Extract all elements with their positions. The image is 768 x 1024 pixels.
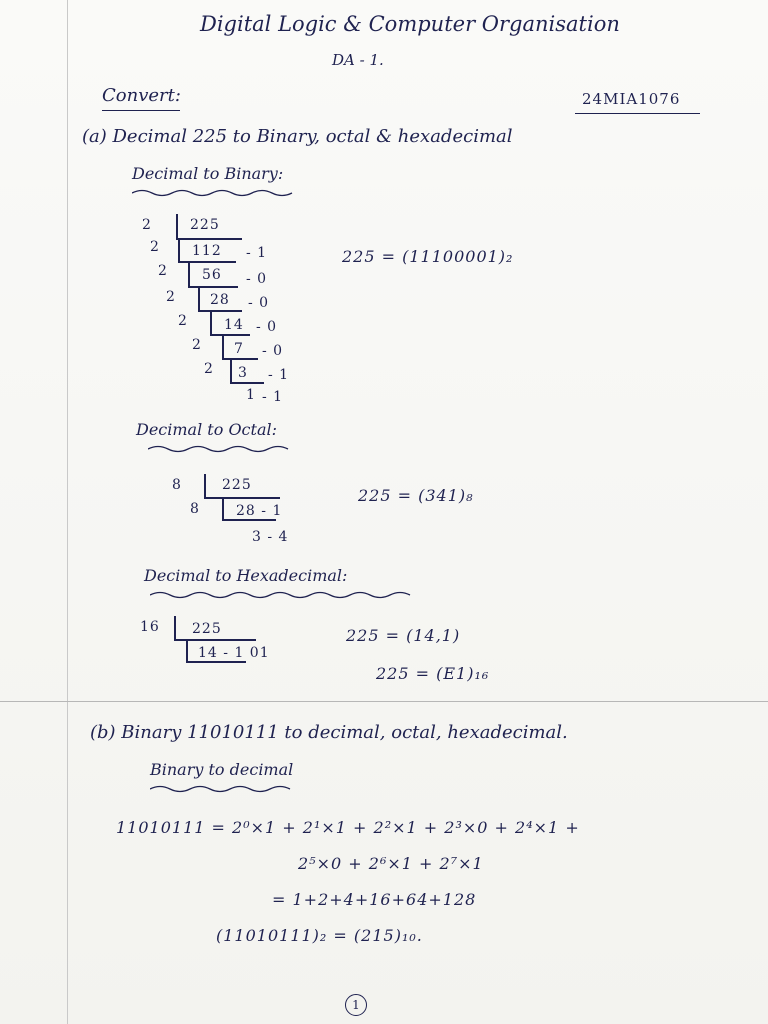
heading-bin-dec: Binary to decimal bbox=[150, 760, 294, 779]
bin-quotient-6: 7 bbox=[234, 341, 244, 357]
bin-divisor-7: 2 bbox=[204, 361, 214, 377]
bin-expansion-line-2: 2⁵×0 + 2⁶×1 + 2⁷×1 bbox=[298, 854, 484, 873]
hex-row-2: 14 - 1 01 bbox=[198, 645, 270, 661]
bin-remainder-7: - 1 bbox=[262, 389, 284, 405]
oct-row-1: 225 bbox=[222, 477, 252, 493]
bin-divisor-6: 2 bbox=[192, 337, 202, 353]
page-title: Digital Logic & Computer Organisation bbox=[200, 12, 620, 36]
margin-line bbox=[67, 0, 68, 1024]
bin-divisor-4: 2 bbox=[166, 289, 176, 305]
heading-dec-oct-squiggle bbox=[148, 444, 303, 454]
heading-dec-bin: Decimal to Binary: bbox=[132, 164, 284, 183]
oct-divisor-2: 8 bbox=[190, 501, 200, 517]
bin-quotient-4: 28 bbox=[210, 292, 230, 308]
bin-result: 225 = (11100001)₂ bbox=[342, 247, 514, 266]
oct-divisor-1: 8 bbox=[172, 477, 182, 493]
bin-divisor-1: 2 bbox=[142, 217, 152, 233]
bin-final-result: (11010111)₂ = (215)₁₀. bbox=[216, 926, 423, 945]
bin-quotient-2: 112 bbox=[192, 243, 222, 259]
question-b: (b) Binary 11010111 to decimal, octal, hexadecimal. bbox=[90, 722, 568, 743]
heading-dec-hex-squiggle bbox=[150, 590, 420, 600]
heading-dec-hex: Decimal to Hexadecimal: bbox=[144, 566, 348, 585]
bin-expansion-line-1: 11010111 = 2⁰×1 + 2¹×1 + 2²×1 + 2³×0 + 2⁴×1 + bbox=[116, 818, 580, 837]
oct-row-3: 3 - 4 bbox=[252, 529, 289, 545]
hex-result-2: 225 = (E1)₁₆ bbox=[376, 664, 490, 683]
bin-remainder-6: - 1 bbox=[268, 367, 290, 383]
bin-quotient-7: 3 bbox=[238, 365, 248, 381]
bin-quotient-1: 225 bbox=[190, 217, 220, 233]
bin-remainder-1: - 1 bbox=[246, 245, 268, 261]
roll-number: 24MIA1076 bbox=[582, 90, 681, 108]
question-a: (a) Decimal 225 to Binary, octal & hexadecimal bbox=[82, 126, 513, 147]
bin-remainder-3: - 0 bbox=[248, 295, 270, 311]
hex-row-1: 225 bbox=[192, 621, 222, 637]
bin-quotient-5: 14 bbox=[224, 317, 244, 333]
heading-bin-dec-squiggle bbox=[150, 784, 295, 794]
page-fold bbox=[0, 701, 768, 702]
convert-underline bbox=[102, 110, 180, 111]
heading-dec-oct: Decimal to Octal: bbox=[136, 420, 277, 439]
bin-divisor-2: 2 bbox=[150, 239, 160, 255]
page-number: 1 bbox=[345, 994, 367, 1016]
heading-dec-bin-squiggle bbox=[132, 188, 297, 198]
bin-divisor-3: 2 bbox=[158, 263, 168, 279]
hex-result-1: 225 = (14,1) bbox=[346, 626, 461, 645]
roll-underline bbox=[575, 113, 700, 114]
convert-label: Convert: bbox=[102, 85, 181, 106]
bin-expansion-line-3: = 1+2+4+16+64+128 bbox=[272, 890, 477, 909]
hex-divisor: 16 bbox=[140, 619, 160, 635]
bin-quotient-3: 56 bbox=[202, 267, 222, 283]
oct-result: 225 = (341)₈ bbox=[358, 486, 474, 505]
bin-remainder-5: - 0 bbox=[262, 343, 284, 359]
bin-divisor-5: 2 bbox=[178, 313, 188, 329]
oct-row-2: 28 - 1 bbox=[236, 503, 283, 519]
page-subtitle: DA - 1. bbox=[332, 51, 384, 69]
bin-remainder-2: - 0 bbox=[246, 271, 268, 287]
bin-remainder-4: - 0 bbox=[256, 319, 278, 335]
bin-quotient-8: 1 bbox=[246, 387, 256, 403]
